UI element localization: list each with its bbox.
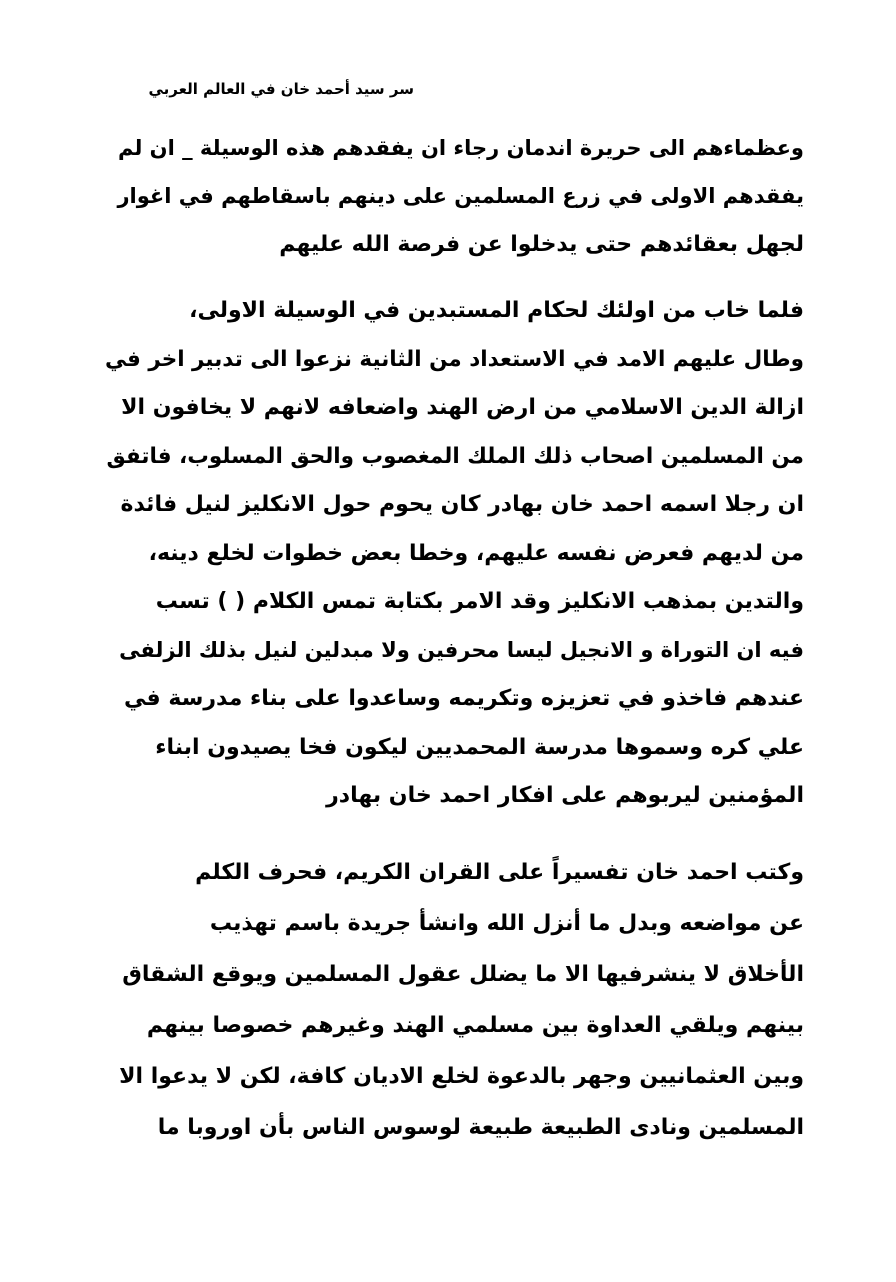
text-line: بينهم ويلقي العداوة بين مسلمي الهند وغيرهم خصوصا بينهم xyxy=(146,1013,804,1038)
paragraph-1 xyxy=(104,138,804,282)
text-line: من المسلمين اصحاب ذلك الملك المغصوب والحق المسلوب، فاتفق xyxy=(106,443,804,469)
text-line: والتدين بمذهب الانكليز وقد الامر بكتابة تمس الكلام ( ) تسب xyxy=(155,589,804,614)
paragraph-3 xyxy=(104,862,804,1168)
text-line: يفقدهم الاولى في زرع المسلمين على دينهم باسقاطهم في اغوار xyxy=(117,184,804,208)
text-line: من لديهم فعرض نفسه عليهم، وخطا بعض خطوات لخلع دينه، xyxy=(148,540,804,566)
text-line: وطال عليهم الامد في الاستعداد من الثانية نزعوا الى تدبير اخر في xyxy=(105,346,804,372)
text-line: فيه ان التوراة و الانجيل ليسا محرفين ولا مبدلين لنيل بذلك الزلفى xyxy=(119,637,804,662)
text-line: عن مواضعه وبدل ما أنزل الله وانشأ جريدة باسم تهذيب xyxy=(209,911,804,936)
text-line: وعظماءهم الى حريرة اندمان رجاء ان يفقدهم هذه الوسيلة _ ان لم xyxy=(118,136,804,160)
text-line: وكتب احمد خان تفسيراً على القران الكريم، فحرف الكلم xyxy=(195,860,804,885)
text-line: علي كره وسموها مدرسة المحمديين ليكون فخا يصيدون ابناء xyxy=(155,734,804,760)
paragraph-2 xyxy=(104,300,804,834)
text-line: فلما خاب من اولئك لحكام المستبدين في الوسيلة الاولى، xyxy=(189,298,804,323)
text-line: المؤمنين ليربوهم على افكار احمد خان بهادر xyxy=(326,783,804,808)
text-line: الأخلاق لا ينشرفيها الا ما يضلل عقول المسلمين ويوقع الشقاق xyxy=(122,962,804,987)
text-line: وبين العثمانيين وجهر بالدعوة لخلع الاديان كافة، لكن لا يدعوا الا xyxy=(119,1064,804,1089)
text-line: ازالة الدين الاسلامي من ارض الهند واضعافه لانهم لا يخافون الا xyxy=(121,395,804,420)
text-line: ان رجلا اسمه احمد خان بهادر كان يحوم حول الانكليز لنيل فائدة xyxy=(120,492,804,517)
running-header-title: سر سيد أحمد خان في العالم العربي xyxy=(148,80,414,98)
text-line: المسلمين ونادى الطبيعة طبيعة لوسوس الناس بأن اوروبا ما xyxy=(157,1115,804,1140)
text-line: لجهل بعقائدهم حتى يدخلوا عن فرصة الله عليهم xyxy=(279,232,804,257)
text-line: عندهم فاخذو في تعزيزه وتكريمه وساعدوا على بناء مدرسة في xyxy=(124,686,804,711)
